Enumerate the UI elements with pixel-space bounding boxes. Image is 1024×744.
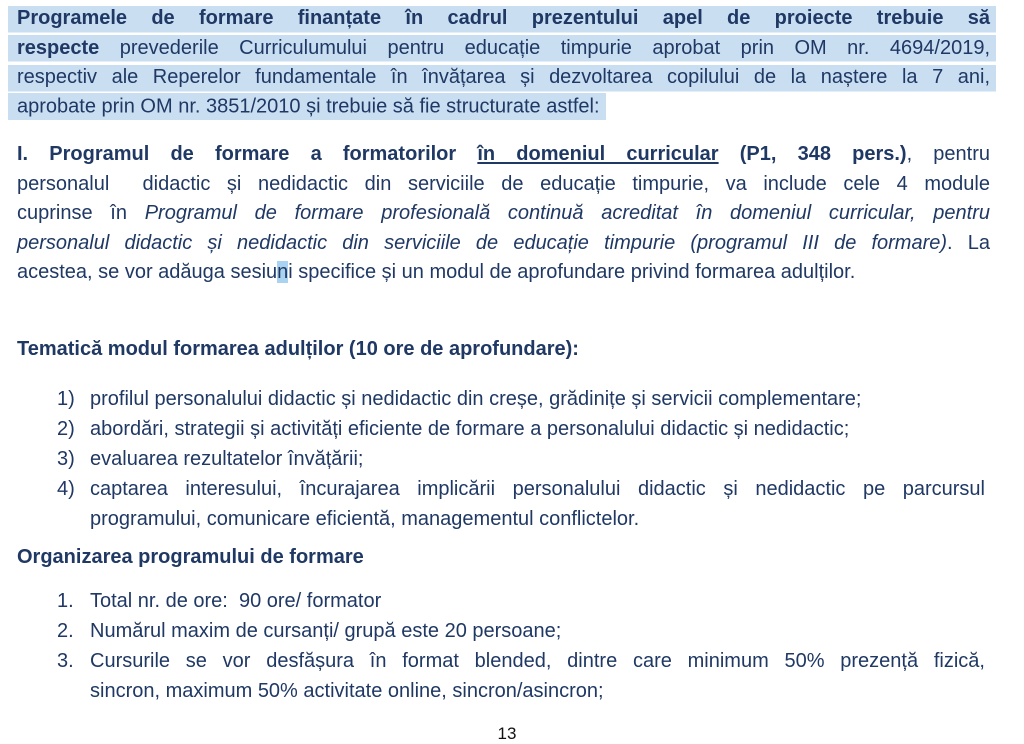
text-line [90,384,985,414]
line-content [90,620,561,642]
list-item-text [90,474,985,534]
text-line [90,444,985,474]
list-marker: 3. [57,649,74,672]
text-line [17,199,990,229]
list-item [57,586,985,616]
text-line [17,170,990,200]
text-line [90,504,985,534]
text-line [90,474,985,504]
text-line [17,140,990,170]
text-line [8,93,996,123]
text-segment: , pentru [906,143,990,165]
line-content [17,202,990,224]
text-segment: respectiv ale Reperelor fundamentale în învățarea și dezvoltarea copilului de la naștere la 7 ani, [17,66,990,88]
list-item [57,414,985,444]
list-item-text [90,646,985,706]
list-item-text [90,444,985,474]
text-line [90,646,985,676]
section-heading-tematica-heading: Tematică modul formarea adulților (10 ore de aprofundare): [17,337,579,360]
highlighted-text [17,7,990,29]
text-line [8,4,996,34]
page-number: 13 [497,724,517,743]
highlighted-paragraph [17,0,990,122]
text-segment: Cursurile se vor desfășura în format blended, dintre care minimum 50% prezență fizică, [90,649,985,672]
highlighted-text [17,37,990,59]
text-segment: programului, comunicare eficientă, managementul conflictelor. [90,507,640,530]
intro-paragraph [17,140,990,288]
text-line [17,258,990,288]
text-segment: . La [947,231,991,254]
selected-character: n [277,261,289,283]
text-segment: Numărul maxim de cursanți/ grupă este 20 persoane; [90,619,562,642]
text-segment: personalul didactic și nedidactic din serviciile de educație timpurie (programul III de formare) [17,231,948,254]
text-segment: profilul personalului didactic și nedidactic din creșe, grădinițe și servicii complementare; [90,387,862,410]
line-content [90,650,985,672]
line-content [90,590,381,612]
list-marker: 1) [57,387,75,410]
text-line [90,676,985,706]
text-line [90,586,985,616]
text-line [90,616,985,646]
text-line [8,63,996,93]
line-content [17,143,990,165]
text-segment: prevederile Curriculumului pentru educație timpurie aprobat prin OM nr. 4694/2019, [99,36,990,59]
list-item [57,474,985,534]
text-segment: cuprinse în [17,202,145,224]
list-item-text [90,616,985,646]
line-content [90,478,985,500]
line-content [90,388,861,410]
text-segment: personalul didactic și nedidactic din serviciile de educație timpurie, va include cele 4 module [17,172,990,195]
line-content [17,173,990,195]
text-line [17,229,990,259]
list-marker: 2. [57,619,74,642]
text-segment: sincron, maximum 50% activitate online, sincron/asincron; [90,679,604,702]
line-content [90,418,849,440]
list-item [57,616,985,646]
list-item [57,444,985,474]
numbered-list-organizare-list [57,586,985,706]
highlighted-text [17,66,990,88]
text-segment: i specifice și un modul de aprofundare privind formarea adulților. [288,261,856,283]
text-segment: în domeniul curricular [477,143,719,165]
text-segment: Programele de formare finanțate în cadrul prezentului apel de proiecte trebuie să [17,7,990,29]
list-marker: 3) [57,447,75,470]
text-segment: respecte [17,36,100,59]
line-content [90,680,604,702]
highlighted-text [17,93,600,120]
line-content [17,261,855,283]
text-segment: (P1, 348 pers.) [718,143,907,165]
text-segment: evaluarea rezultatelor învățării; [90,447,364,470]
list-marker: 1. [57,589,74,612]
text-segment: acestea, se vor adăuga sesiu [17,261,278,283]
text-segment: Total nr. de ore: 90 ore/ formator [90,589,382,612]
text-segment: I. Programul de formare a formatorilor [17,143,478,165]
line-content [17,232,990,254]
list-item-text [90,384,985,414]
section-heading-organizare-heading: Organizarea programului de formare [17,545,364,568]
list-item [57,646,985,706]
line-content [90,508,639,530]
list-item [57,384,985,414]
text-segment: aprobate prin OM nr. 3851/2010 și trebuie să fie structurate astfel: [17,95,600,118]
text-line [90,414,985,444]
text-segment: abordări, strategii și activități eficiente de formare a personalului didactic și nedidactic; [90,417,850,440]
list-marker: 2) [57,417,75,440]
list-marker: 4) [57,477,75,500]
text-line [8,34,996,64]
list-item-text [90,586,985,616]
text-segment: captarea interesului, încurajarea implicării personalului didactic și nedidactic pe parcursul [90,477,985,500]
list-item-text [90,414,985,444]
line-content [90,448,363,470]
numbered-list-tematica-list [57,384,985,534]
text-segment: Programul de formare profesională continuă acreditat în domeniul curricular, pentru [144,202,991,224]
